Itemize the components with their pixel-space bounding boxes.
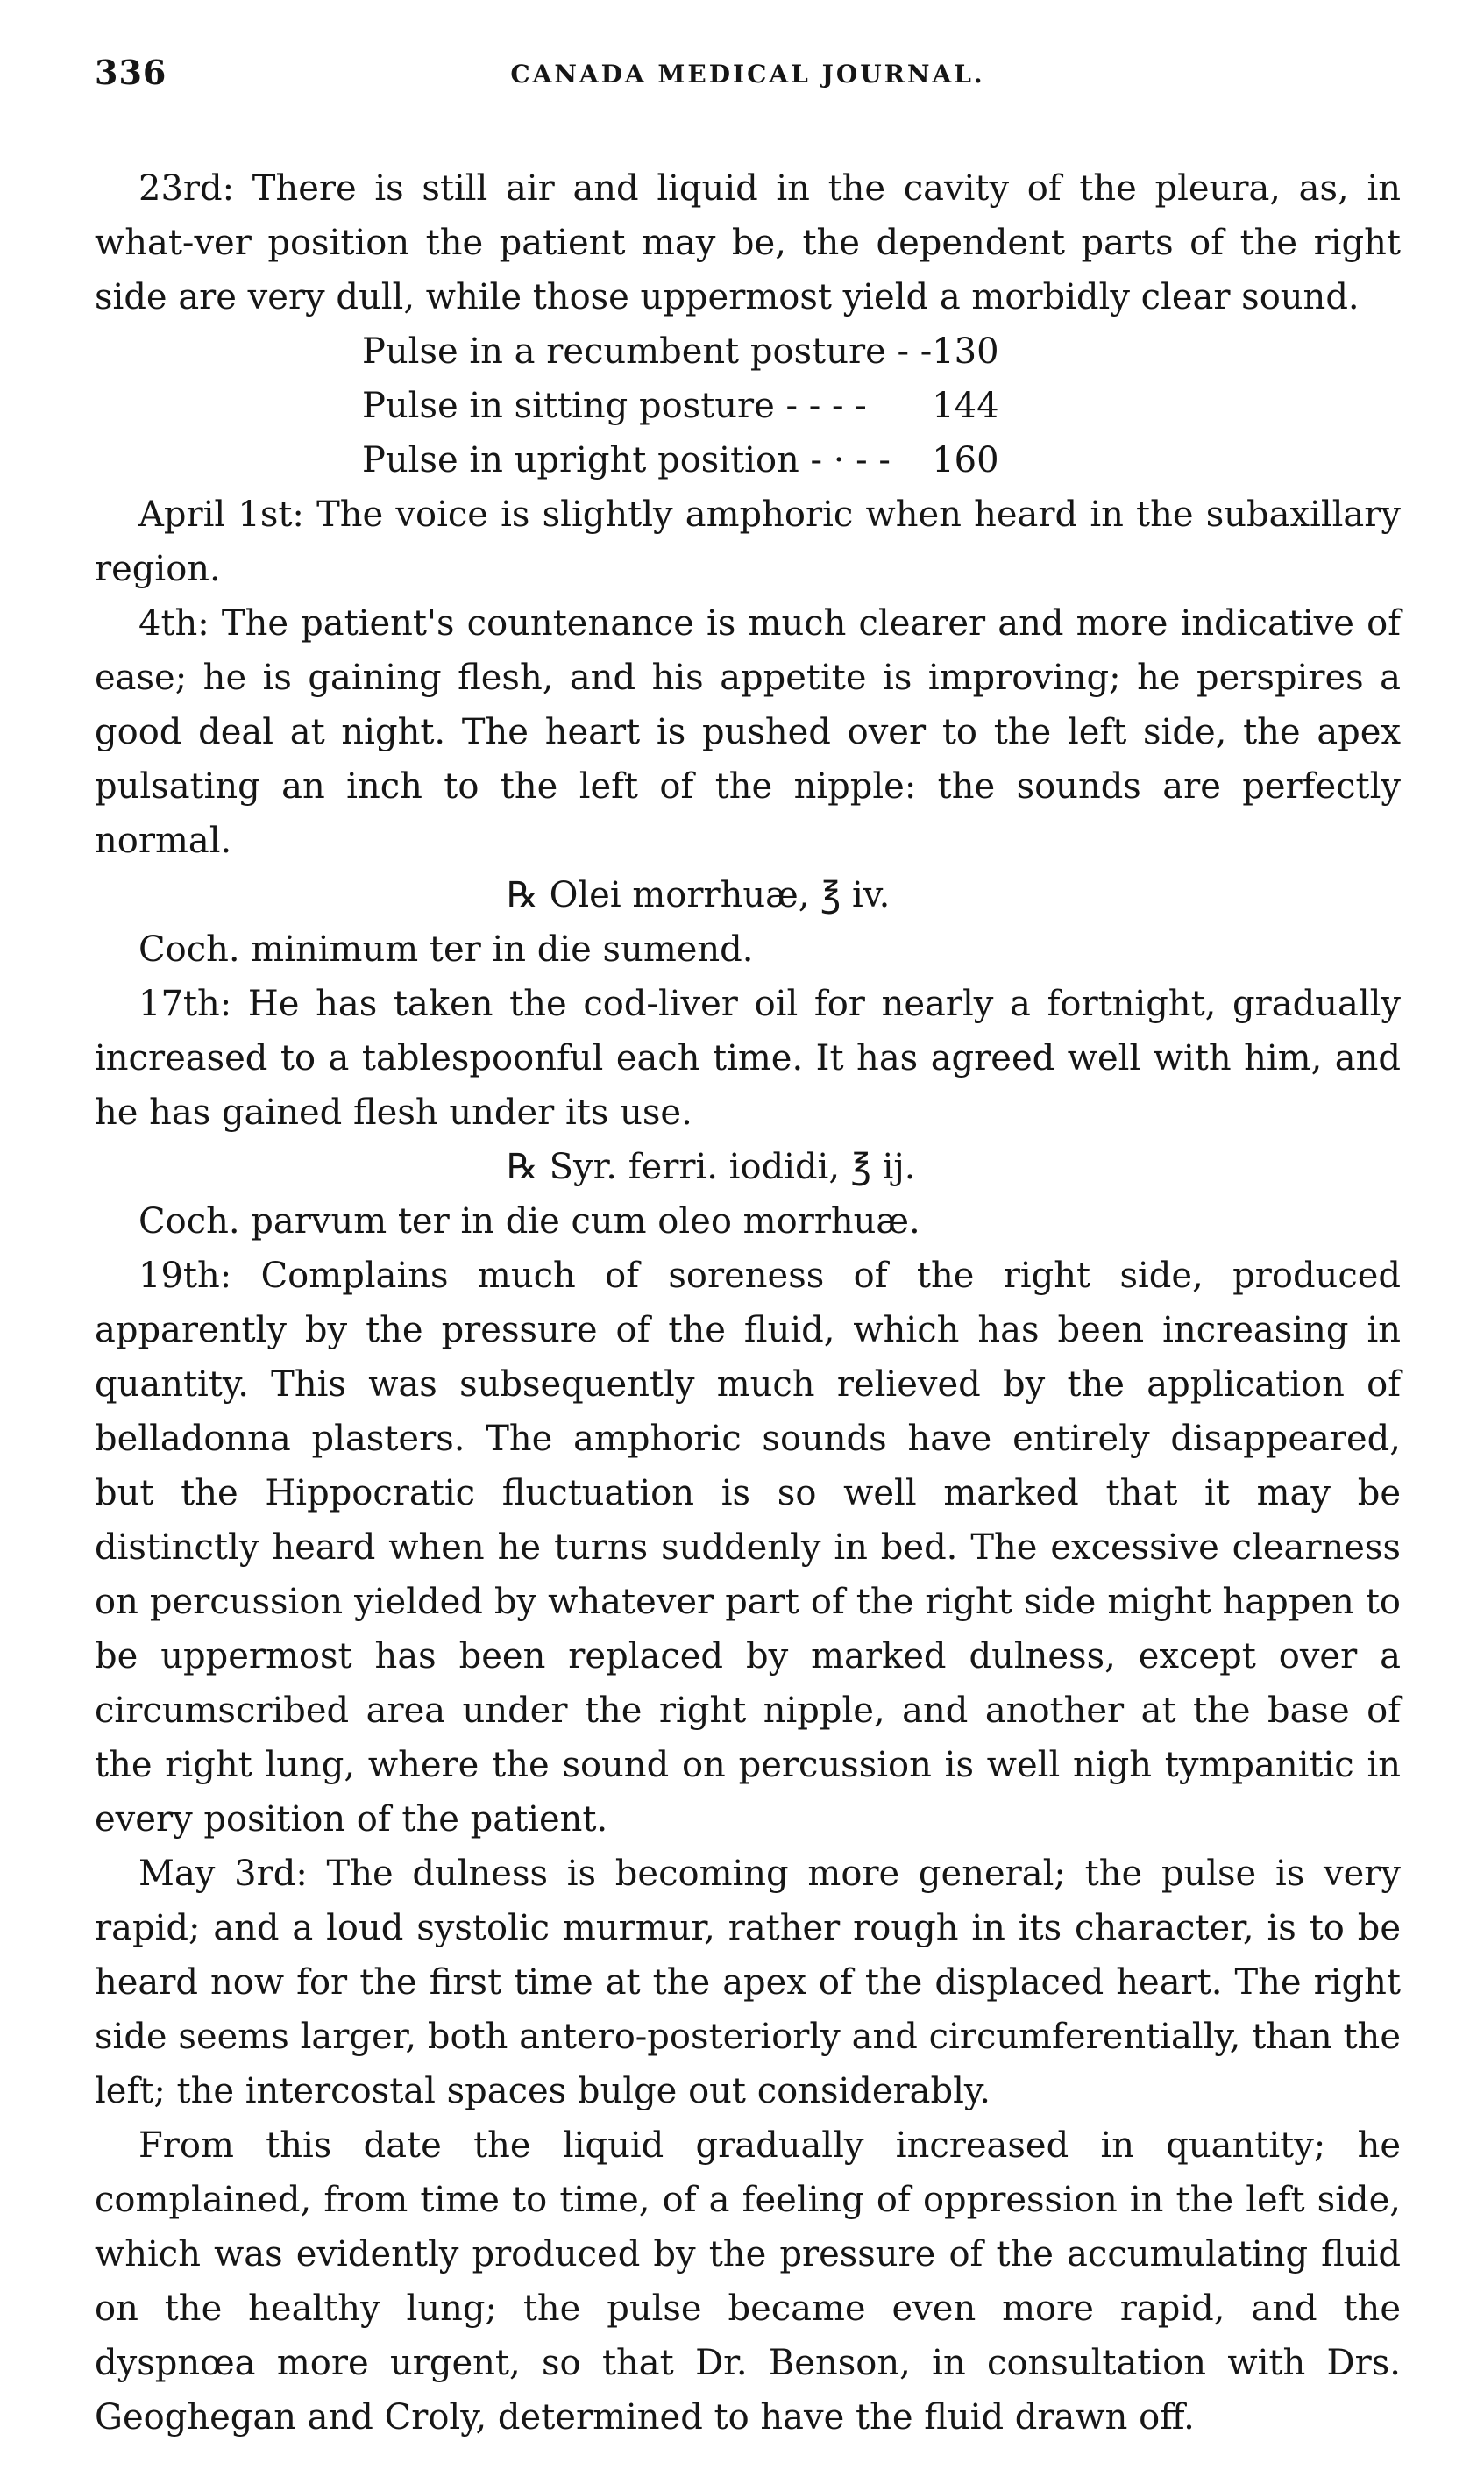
pulse-row [362,433,1037,488]
paragraph-23rd: 23rd: There is still air and liquid in the cavity of the pleura, as, in what-ver position the patient may be, the dependent parts of the right side are very dull, while those uppermost yield a morbidly clear sound. [95,168,1401,317]
pulse-row [362,379,1037,433]
direction-iron-iodide: Coch. parvum ter in die cum oleo morrhuæ. [138,1201,920,1242]
pulse-value: 144 [932,386,999,426]
pulse-row [362,324,1037,379]
pulse-table [362,324,1037,488]
paragraph-may-3rd: May 3rd: The dulness is becoming more general; the pulse is very rapid; and a loud systolic murmur, rather rough in its character, is to be heard now for the first time at the apex of the displaced heart. The right side seems larger, both antero-posteriorly and circumferentially, than the left; the intercostal spaces bulge out considerably. [95,1854,1401,2111]
pulse-label: Pulse in upright position - · - - [362,440,891,480]
page-number: 336 [95,53,167,92]
pulse-value: 160 [932,440,999,480]
pulse-label: Pulse in sitting posture - - - - [362,386,867,426]
direction-cod-liver-oil: Coch. minimum ter in die sumend. [138,929,754,970]
paragraph-from-this-date: From this date the liquid gradually increased in quantity; he complained, from time to time, of a feeling of oppression in the left side, which was evidently produced by the pressure of the accumulating fluid on the healthy lung; the pulse became even more rapid, and the dyspnœa more urgent, so that Dr. Benson, in consultation with Drs. Geoghegan and Croly, determined to have the fluid drawn off. [95,2125,1401,2438]
prescription-iron-iodide: ℞ Syr. ferri. iodidi, ℥ ij. [507,1147,916,1187]
journal-title: CANADA MEDICAL JOURNAL. [510,60,985,89]
paragraph-4th: 4th: The patient's countenance is much clearer and more indicative of ease; he is gaining flesh, and his appetite is improving; he perspires a good deal at night. The heart is pushed over to the left side, the apex pulsating an inch to the left of the nipple: the sounds are perfectly normal. [95,603,1401,861]
paragraph-19th: 19th: Complains much of soreness of the right side, produced apparently by the pressure of the fluid, which has been increasing in quantity. This was subsequently much relieved by the application of belladonna plasters. The amphoric sounds have entirely disappeared, but the Hippocratic fluctuation is so well marked that it may be distinctly heard when he turns suddenly in bed. The excessive clearness on percussion yielded by whatever part of the right side might happen to be uppermost has been replaced by marked dulness, except over a circumscribed area under the right nipple, and another at the base of the right lung, where the sound on percussion is well nigh tympanitic in every position of the patient. [95,1256,1401,1840]
paragraph-17th: 17th: He has taken the cod-liver oil for nearly a fortnight, gradually increased to a tablespoonful each time. It has agreed well with him, and he has gained flesh under its use. [95,984,1401,1133]
prescription-cod-liver-oil: ℞ Olei morrhuæ, ℥ iv. [507,875,891,915]
running-head [95,53,1401,105]
pulse-label: Pulse in a recumbent posture - - [362,331,933,372]
journal-page [95,53,1401,2438]
pulse-value: 130 [932,331,999,372]
paragraph-april-1st: April 1st: The voice is slightly amphoric when heard in the subaxillary region. [95,495,1401,589]
